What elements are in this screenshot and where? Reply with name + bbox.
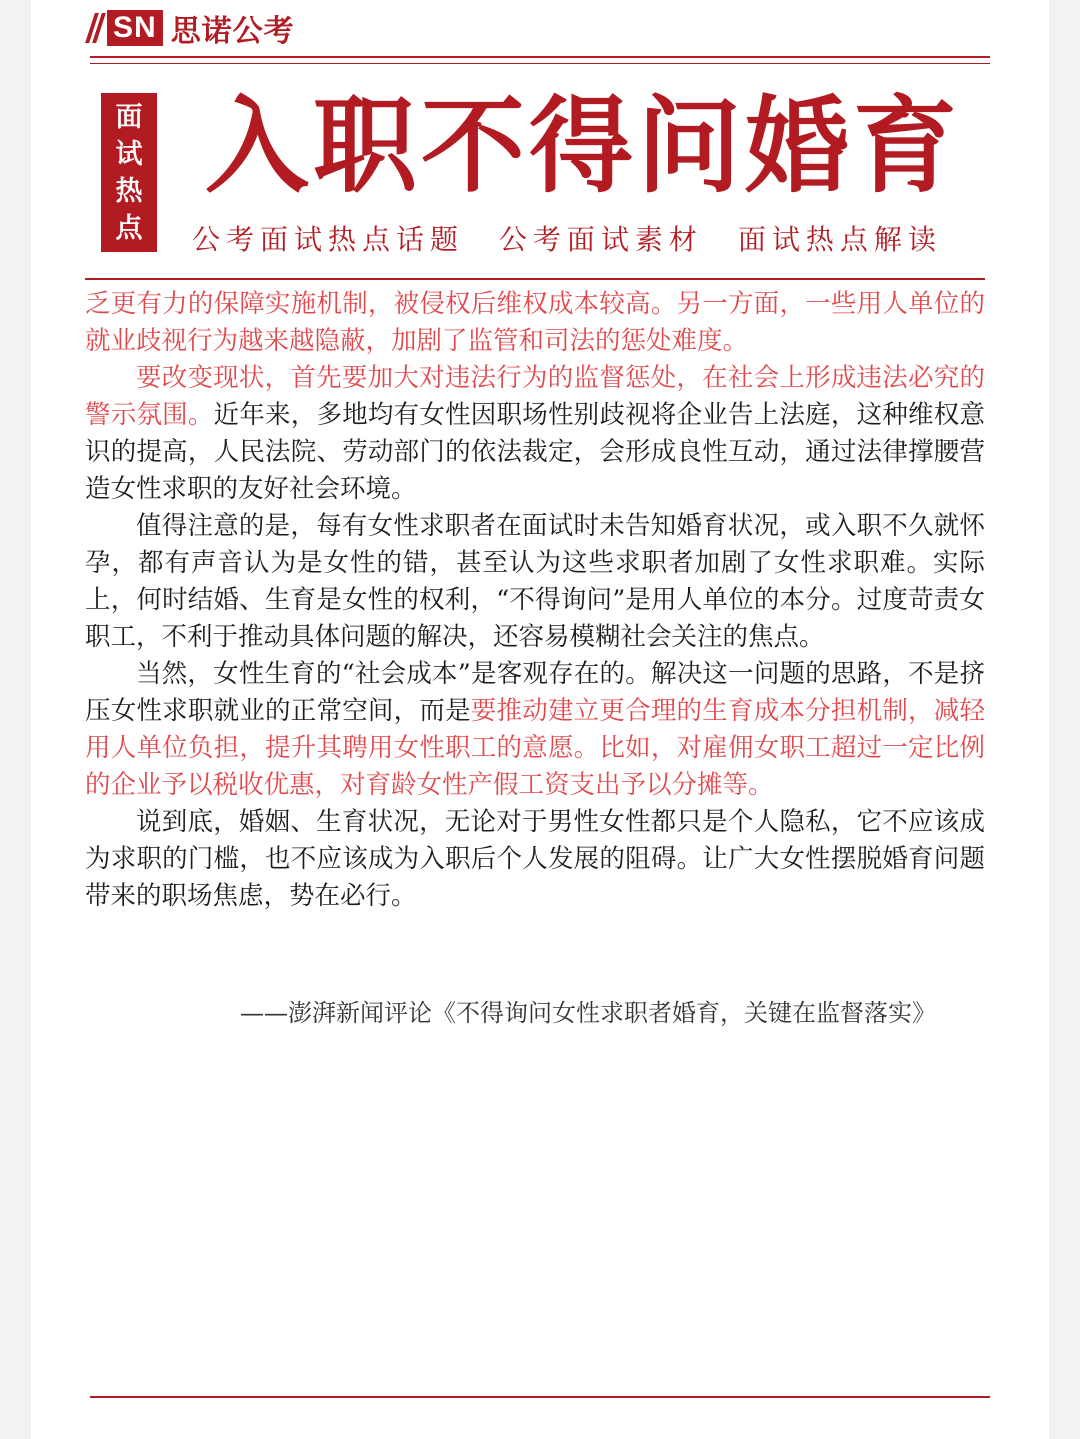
content-divider — [85, 278, 985, 280]
tag-char: 热 — [115, 175, 143, 207]
header-divider-thin — [90, 63, 990, 64]
article-body — [85, 286, 985, 915]
subtitle-item: 公考面试热点话题 — [192, 223, 465, 256]
footer-divider — [90, 1396, 990, 1398]
paragraph — [85, 508, 985, 656]
body-text: 说到底，婚姻、生育状况，无论对于男性女性都只是个人隐私，它不应该成为求职的门槛，也不应该成为入职后个人发展的阻碍。让广大女性摆脱婚育问题带来的职场焦虑，势在必行。 — [85, 807, 985, 911]
body-text: 近年来，多地均有女性因职场性别歧视将企业告上法庭，这种维权意识的提高，人民法院、劳动部门的依法裁定，会形成良性互动，通过法律撑腰营造女性求职的友好社会环境。 — [85, 400, 985, 504]
logo-sn-badge: SN — [107, 10, 163, 46]
header-divider — [90, 56, 990, 58]
subtitle-item: 公考面试素材 — [498, 223, 703, 256]
paragraph — [85, 656, 985, 804]
subtitle — [192, 218, 942, 258]
paragraph — [85, 804, 985, 915]
highlighted-text: 乏更有力的保障实施机制，被侵权后维权成本较高。另一方面，一些用人单位的就业歧视行为越来越隐蔽，加剧了监管和司法的惩处难度。 — [85, 289, 985, 356]
tag-char: 点 — [115, 212, 143, 244]
tag-char: 面 — [115, 101, 143, 133]
highlighted-text: 比如，对雇佣女职工超过一定比例的企业予以税收优惠，对育龄女性产假工资支出予以分摊等。 — [85, 733, 985, 800]
highlighted-text: 要改变现状，首先要加大对违法行为的监督惩处，在社会上形成违法必究的警示氛围。 — [85, 363, 985, 430]
paragraph — [85, 286, 985, 360]
body-text: 值得注意的是，每有女性求职者在面试时未告知婚育状况，或入职不久就怀孕，都有声音认为是女性的错，甚至认为这些求职者加剧了女性求职难。实际上，何时结婚、生育是女性的权利，“不得询问”是用人单位的本分。过度苛责女职工，不利于推动具体问题的解决，还容易模糊社会关注的焦点。 — [85, 511, 985, 652]
brand-logo — [90, 6, 295, 50]
body-text: 当然，女性生育的“社会成本”是客观存在的。解决这一问题的思路，不是挤压女性求职就业的正常空间，而是 — [85, 659, 985, 726]
category-tag — [101, 93, 157, 252]
subtitle-item: 面试热点解读 — [737, 223, 942, 256]
logo-slashes-icon — [90, 13, 104, 43]
page-title: 入职不得问婚育 — [205, 85, 962, 207]
brand-name: 思诺公考 — [170, 14, 295, 49]
source-citation: ——澎湃新闻评论《不得询问女性求职者婚育，关键在监督落实》 — [240, 999, 936, 1027]
paragraph — [85, 360, 985, 508]
highlighted-text: 要推动建立更合理的生育成本分担机制，减轻用人单位负担，提升其聘用女性职工的意愿。 — [85, 696, 985, 763]
tag-char: 试 — [115, 138, 143, 170]
